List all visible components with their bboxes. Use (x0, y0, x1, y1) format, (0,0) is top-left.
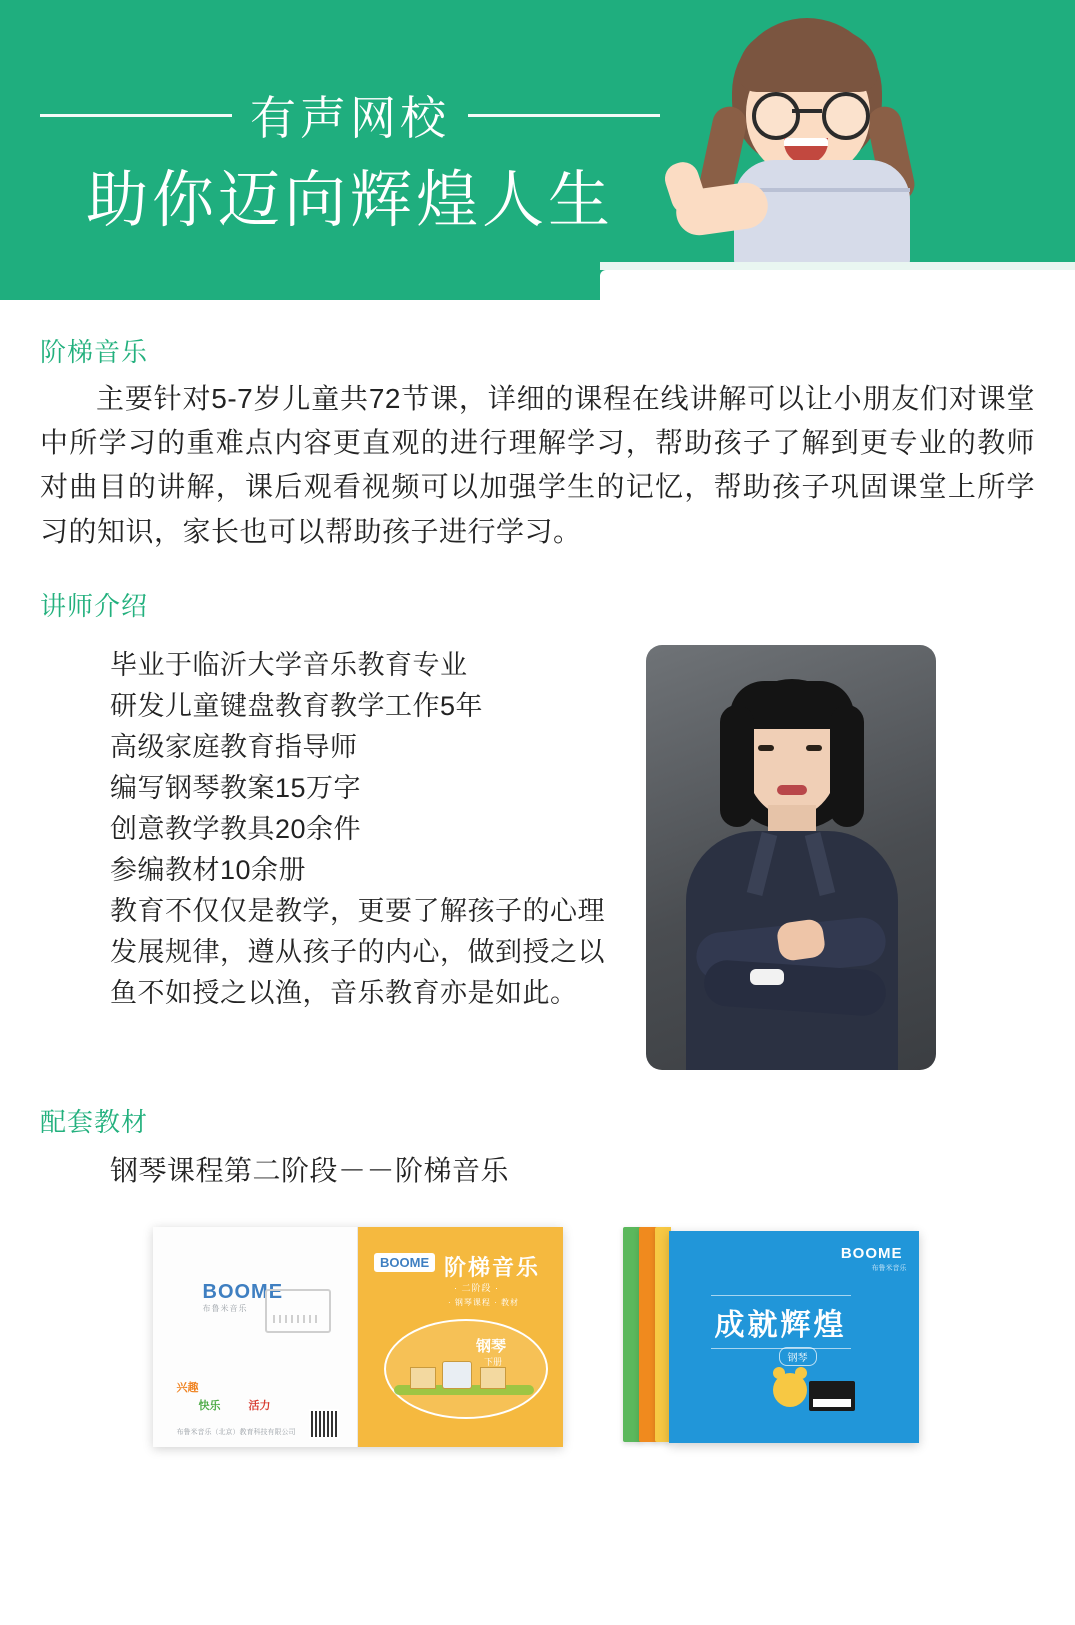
books-row (40, 1227, 1035, 1447)
book-badge-label: BOOME (374, 1253, 435, 1272)
book-right-page (358, 1227, 563, 1447)
book-tag-orange: 兴趣 (176, 1381, 199, 1394)
content-area (0, 332, 1075, 1447)
book-oval-label: 钢琴 (476, 1337, 507, 1355)
course-description: 主要针对5-7岁儿童共72节课，详细的课程在线讲解可以让小朋友们对课堂中所学习的重难点内容更直观的进行理解学习，帮助孩子了解到更专业的教师对曲目的讲解，课后观看视频可以加强学生的记忆，帮助孩子巩固课堂上所学习的知识，家长也可以帮助孩子进行学习。 (40, 383, 1035, 547)
teacher-bio-line: 创意教学教具20余件 (110, 814, 362, 845)
qr-code-icon (309, 1409, 339, 1439)
divider-right (468, 114, 660, 117)
portrait-eye-left-icon (758, 745, 774, 751)
girl-glasses-right-icon (822, 92, 870, 140)
desk-edge (600, 262, 1075, 270)
teacher-bio-line: 参编教材10余册 (110, 855, 307, 886)
book-subtitle-one: · 二阶段 · (454, 1282, 499, 1293)
banner-title: 有声网校 (250, 92, 450, 144)
section-heading-materials: 配套教材 (40, 1106, 149, 1137)
book-oval-sub-label: 下册 (484, 1356, 503, 1367)
book-brand-sub-label: 布鲁米音乐 (871, 1264, 907, 1272)
book-brand-label: BOOME (202, 1280, 284, 1303)
teacher-portrait (646, 645, 936, 1070)
teacher-bio-line: 高级家庭教育指导师 (110, 732, 358, 762)
girl-illustration (660, 10, 990, 275)
book-spine-green (623, 1227, 641, 1442)
teacher-bio-line: 毕业于临沂大学音乐教育专业 (110, 649, 468, 680)
book-stack-achievement (623, 1227, 923, 1447)
book-title-label: 成就辉煌 (711, 1295, 851, 1349)
teacher-bio-line: 编写钢琴教案15万字 (110, 773, 362, 804)
portrait-eye-right-icon (806, 745, 822, 751)
portrait-hair-right-icon (830, 705, 864, 827)
section-heading-teacher: 讲师介绍 (40, 590, 149, 621)
divider-left (40, 114, 232, 117)
banner-inner (0, 0, 1075, 300)
book-spine-orange (639, 1227, 657, 1442)
book-brand-label: BOOME (840, 1244, 903, 1262)
house-icon (442, 1361, 472, 1389)
book-left-page (153, 1227, 359, 1447)
book-title-label: 阶梯音乐 (444, 1254, 541, 1280)
book-subtitle-two: · 钢琴课程 · 教材 (448, 1297, 519, 1307)
banner-subtitle: 助你迈向辉煌人生 (85, 166, 614, 235)
book-cover-stepped-music (153, 1227, 563, 1447)
materials-subtitle: 钢琴课程第二阶段－－阶梯音乐 (110, 1154, 510, 1186)
teacher-bio-line: 研发儿童键盘教育教学工作5年 (110, 690, 484, 721)
portrait-mouth-icon (777, 785, 807, 795)
banner-title-row (40, 82, 660, 148)
book-subtitle-label: 钢琴 (779, 1347, 817, 1366)
bear-mascot-icon (773, 1373, 807, 1407)
teacher-bio-closing: 教育不仅仅是教学，更要了解孩子的心理发展规律，遵从孩子的内心，做到授之以鱼不如授之以渔，音乐教育亦是如此。 (110, 896, 605, 1009)
portrait-cuff-icon (750, 969, 784, 985)
section-heading-course: 阶梯音乐 (40, 337, 149, 367)
book-tag-red: 活力 (248, 1399, 271, 1412)
house-icon (410, 1367, 436, 1389)
header-banner (0, 0, 1075, 300)
book-footer-label: 布鲁米音乐（北京）教育科技有限公司 (176, 1428, 296, 1436)
grand-piano-icon (809, 1381, 855, 1411)
desk-surface (600, 270, 1075, 300)
girl-glasses-left-icon (752, 92, 800, 140)
girl-glasses-bridge-icon (792, 109, 822, 113)
book-cover-blue (669, 1231, 919, 1443)
teacher-block (40, 645, 1035, 1070)
girl-teeth-icon (784, 138, 828, 146)
piano-icon (265, 1289, 331, 1333)
house-icon (480, 1367, 506, 1389)
girl-bangs-icon (738, 30, 878, 92)
teacher-bio (40, 645, 640, 1014)
portrait-hair-left-icon (720, 705, 754, 827)
book-tag-green: 快乐 (198, 1399, 221, 1412)
book-brand-sub-label: 布鲁米音乐 (202, 1303, 248, 1313)
